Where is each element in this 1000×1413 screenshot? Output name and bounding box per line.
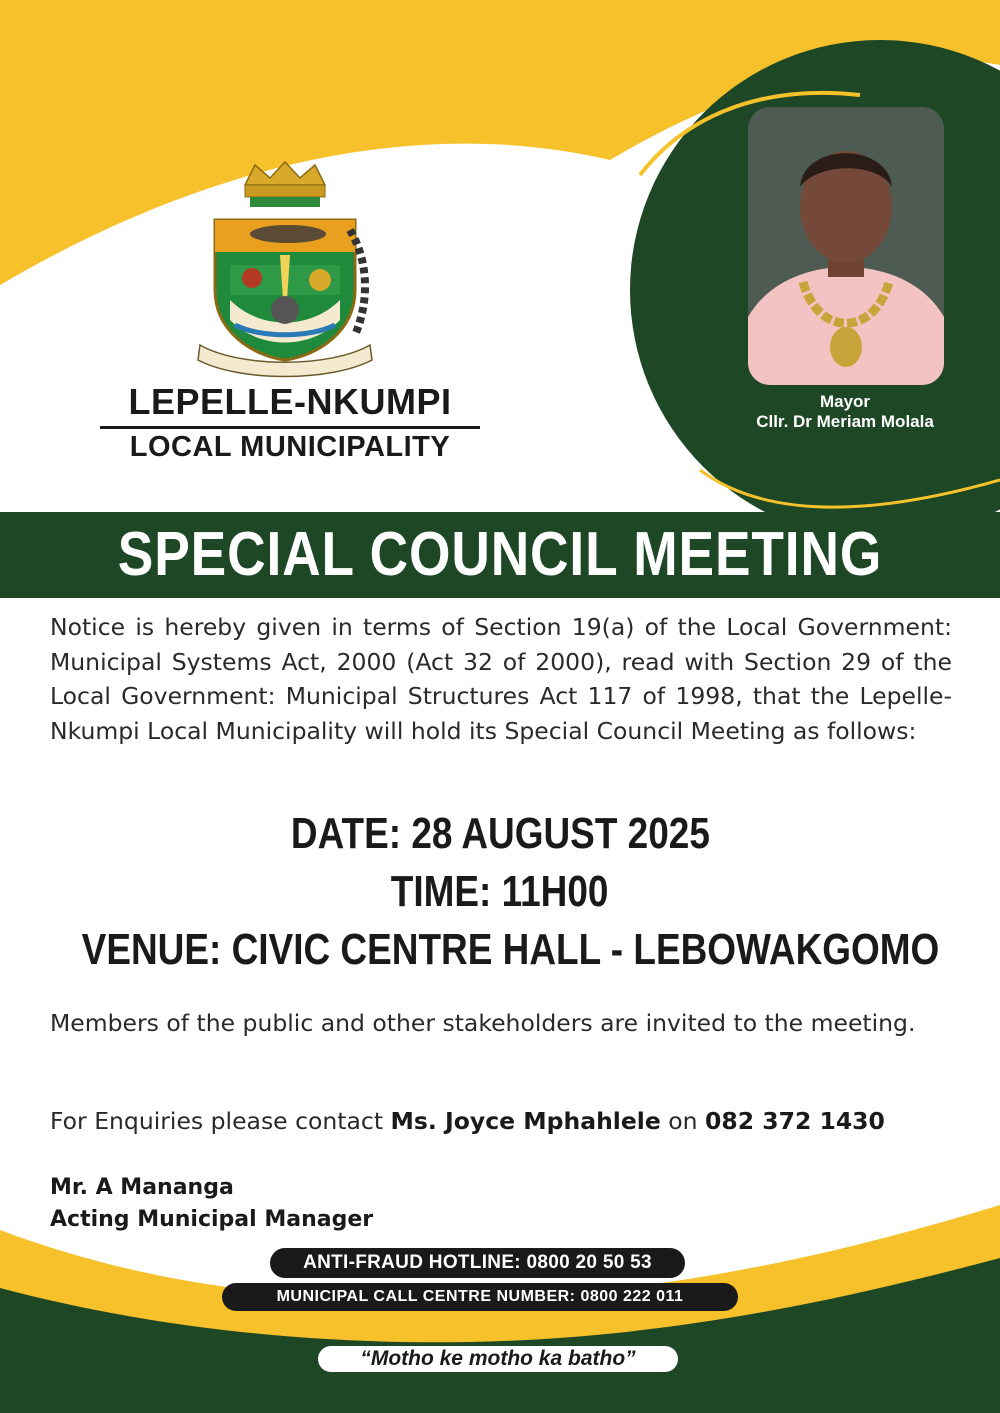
enquiries-line: [50, 1104, 970, 1139]
meeting-date: [0, 808, 1000, 860]
meeting-venue-text: VENUE: CIVIC CENTRE HALL - LEBOWAKGOMO: [81, 925, 940, 974]
mayor-name: Cllr. Dr Meriam Molala: [756, 412, 934, 432]
call-centre-number-badge: MUNICIPAL CALL CENTRE NUMBER: 0800 222 011: [222, 1283, 738, 1311]
meeting-date-text: DATE: 28 AUGUST 2025: [290, 809, 710, 858]
municipality-name-line2: LOCAL MUNICIPALITY: [129, 431, 451, 463]
signatory-title: Acting Municipal Manager: [50, 1207, 374, 1232]
signatory-name: Mr. A Mananga: [50, 1175, 234, 1200]
enquiries-middle: on: [660, 1107, 705, 1135]
meeting-time: [0, 866, 1000, 918]
page-title: SPECIAL COUNCIL MEETING: [117, 520, 883, 589]
notice-paragraph: Notice is hereby given in terms of Section 19(a) of the Local Government: Municipal Systems Act, 2000 (Act 32 of 2000), read with Section 29 of the Local Government: Municipal Structures Act 117 of 1998, that the Lepelle-Nkumpi Local Municipality will hold its Special Council Meeting as follows:: [50, 613, 952, 745]
public-invitation: Members of the public and other stakeholders are invited to the meeting.: [50, 1009, 916, 1037]
signatory-block: [50, 1172, 373, 1236]
name-divider: [100, 426, 480, 429]
municipal-coat-of-arms-logo: [190, 160, 380, 380]
mayor-role: Mayor: [819, 392, 871, 411]
mayor-portrait-illustration: [748, 107, 944, 385]
mayor-caption: [720, 392, 970, 433]
municipality-name-line1: LEPELLE-NKUMPI: [128, 381, 452, 422]
municipality-name: [100, 381, 480, 463]
mayor-portrait-photo: [748, 107, 944, 385]
meeting-venue: [0, 924, 1000, 976]
enquiries-contact-name: Ms. Joyce Mphahlele: [390, 1107, 661, 1135]
municipal-motto: “Motho ke motho ka batho”: [318, 1346, 678, 1372]
anti-fraud-hotline-badge: ANTI-FRAUD HOTLINE: 0800 20 50 53: [270, 1248, 685, 1278]
enquiries-prefix: For Enquiries please contact: [50, 1107, 391, 1135]
enquiries-phone: 082 372 1430: [705, 1107, 885, 1135]
meeting-time-text: TIME: 11H00: [391, 867, 609, 916]
